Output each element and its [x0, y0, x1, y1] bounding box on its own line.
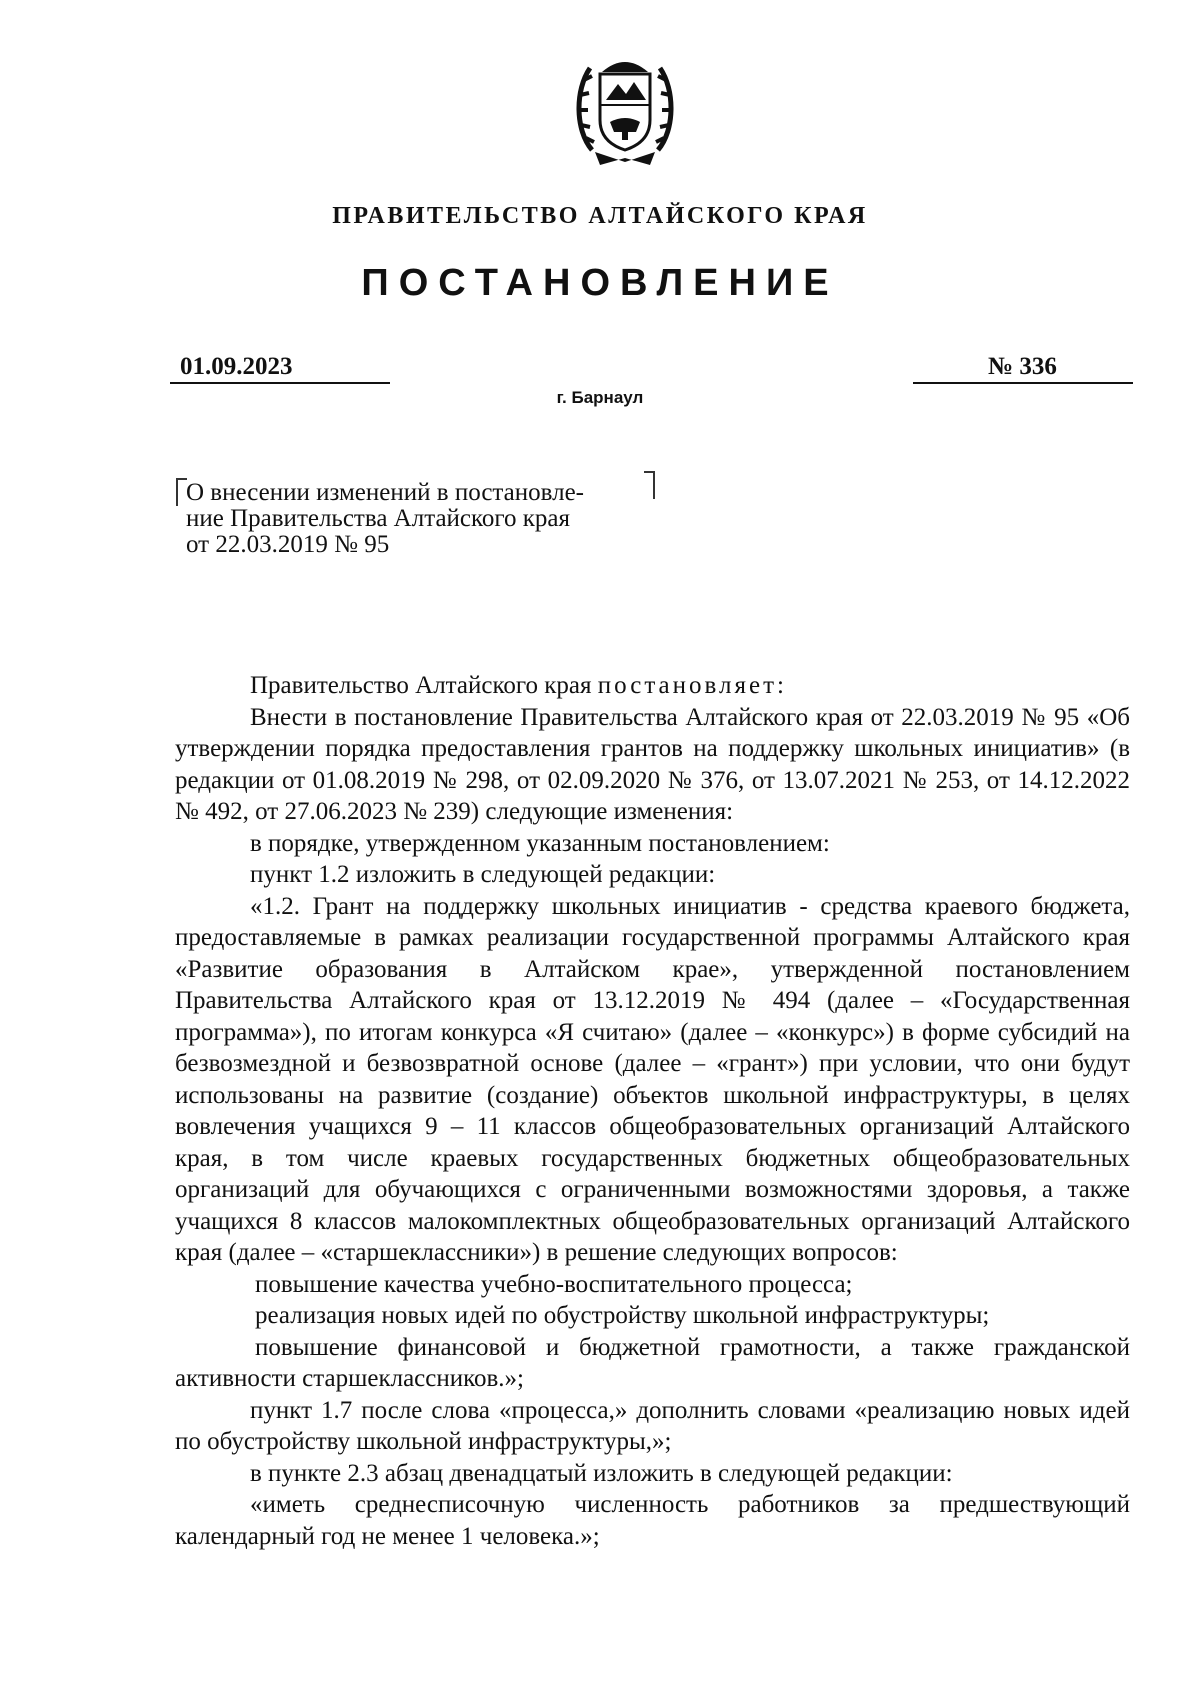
subject-line: О внесении изменений в постановле- [186, 479, 584, 506]
subject-line: от 22.03.2019 № 95 [186, 531, 390, 558]
paragraph: в порядке, утвержденном указанным постановлением: [250, 829, 830, 857]
resolution-preamble [175, 670, 1130, 702]
paragraph: «1.2. Грант на поддержку школьных инициатив - средства краевого бюджета, предоставляемые в рамках реализации государственной программы Алтайского края «Развитие образования в Алтайском крае», утвержденной постановлением Правительства Алтайского края от 13.12.2019 № 494 (далее – «Государственная программа»), по итогам конкурса «Я считаю» (далее – «конкурс») в форме субсидий на безвозмездной и безвозвратной основе (далее – «грант») при условии, что они будут использованы на развитие (создание) объектов школьной инфраструктуры, в целях вовлечения учащихся 9 – 11 классов общеобразовательных организаций Алтайского края, в том числе краевых государственных бюджетных общеобразовательных организаций для обучающихся с ограниченными возможностями здоровья, а также учащихся 8 классов малокомплектных общеобразовательных организаций Алтайского края (далее – «старшеклассники») в решение следующих вопросов: [175, 892, 1130, 1266]
document-subject [186, 480, 656, 558]
paragraph: пункт 1.2 изложить в следующей редакции: [250, 861, 716, 888]
preamble-lead: Правительство Алтайского края [250, 672, 598, 699]
document-number: № 336 [913, 352, 1133, 384]
subject-line: ние Правительства Алтайского края [186, 505, 571, 532]
preamble-resolves: постановляет: [597, 672, 787, 699]
list-item: повышение качества учебно-воспитательного процесса; [255, 1270, 853, 1298]
paragraph: Внести в постановление Правительства Алтайского края от 22.03.2019 № 95 «Об утверждении порядка предоставления грантов на поддержку школьных инициатив» (в редакции от 01.08.2019 № 298, от 02.09.2020 № 376, от 13.07.2021 № 253, от 14.12.2022 № 492, от 27.06.2023 № 239) следующие изменения: [175, 703, 1130, 825]
paragraph: пункт 1.7 после слова «процесса,» дополнить словами «реализацию новых идей по обустройству школьной инфраструктуры,»; [175, 1396, 1130, 1455]
altai-krai-coat-of-arms-icon [570, 50, 680, 175]
paragraph: «иметь среднесписочную численность работников за предшествующий календарный год не менее 1 человека.»; [175, 1491, 1130, 1550]
document-type: ПОСТАНОВЛЕНИЕ [361, 262, 839, 304]
list-item: повышение финансовой и бюджетной грамотности, а также гражданской активности старшеклассников.»; [175, 1333, 1130, 1392]
list-item: реализация новых идей по обустройству школьной инфраструктуры; [255, 1302, 990, 1329]
document-body [175, 670, 1130, 1552]
document-city: г. Барнаул [556, 388, 644, 407]
paragraph: в пункте 2.3 абзац двенадцатый изложить в следующей редакции: [250, 1459, 953, 1487]
document-date: 01.09.2023 [170, 352, 390, 384]
organization-title: ПРАВИТЕЛЬСТВО АЛТАЙСКОГО КРАЯ [332, 203, 868, 229]
